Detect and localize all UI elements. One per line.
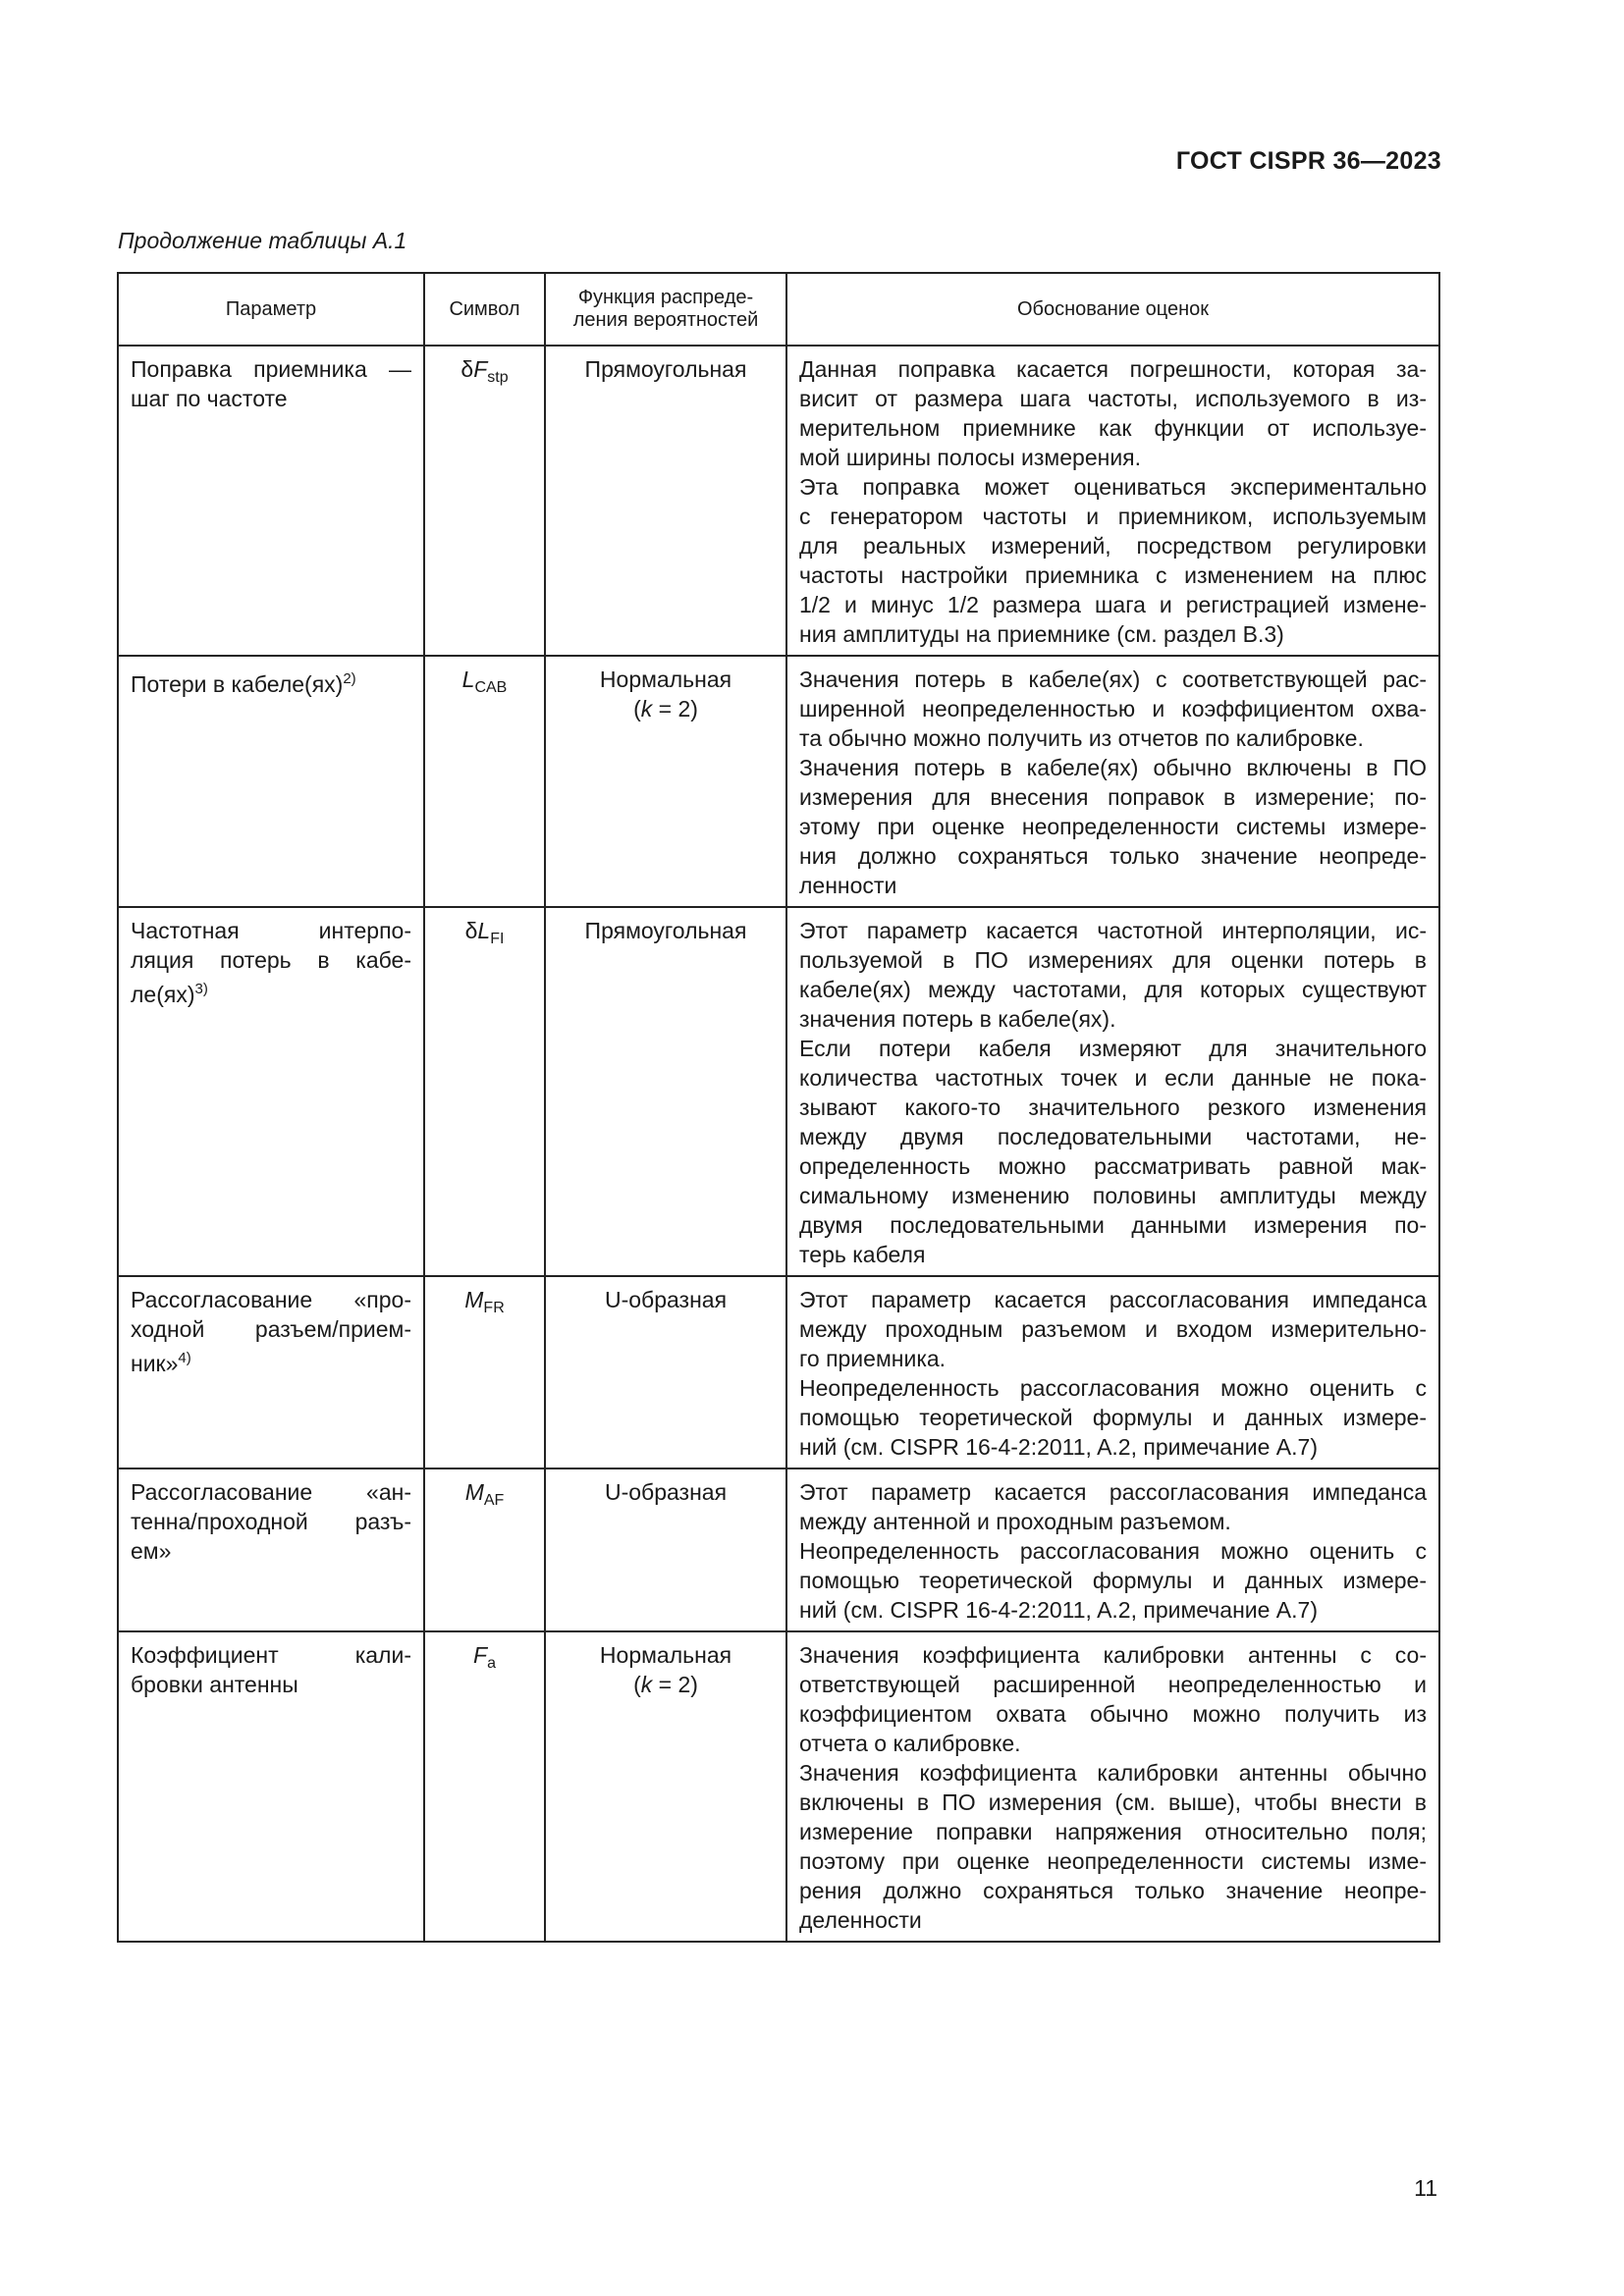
justification-line: помощью теоретической формулы и данных измере- [799, 1568, 1427, 1593]
coverage-factor-symbol: k [640, 696, 653, 721]
table-row [118, 1276, 1439, 1468]
justification-line: двумя последовательными данными измерения по- [799, 1212, 1427, 1238]
col-header-parameter: Параметр [118, 273, 424, 346]
parameter-line [131, 1477, 411, 1507]
symbol-subscript: a [487, 1655, 496, 1672]
table-row [118, 656, 1439, 907]
justification-line: ленности [799, 873, 897, 898]
parameter-line [131, 1285, 411, 1314]
justification-line: деленности [799, 1907, 922, 1933]
table-caption: Продолжение таблицы А.1 [118, 228, 407, 253]
parameter-line [131, 1536, 411, 1566]
parameter-line [131, 354, 411, 384]
justification-line: ширенной неопределенностью и коэффициентом охва- [799, 696, 1427, 721]
justification-line: значения потерь в кабеле(ях). [799, 1006, 1116, 1032]
parameter-cell [118, 1631, 424, 1942]
parameter-text: Частотная интерпо- [131, 918, 411, 943]
distribution-text: Прямоугольная [584, 356, 747, 382]
symbol-cell [424, 1631, 545, 1942]
justification-line: между антенной и проходным разъемом. [799, 1509, 1231, 1534]
justification-line: ния должно сохраняться только значение неопреде- [799, 843, 1427, 869]
parameter-text: ходной разъем/прием- [131, 1316, 411, 1342]
distribution-text: (k = 2) [633, 1672, 698, 1697]
parameter-line [131, 1670, 411, 1699]
justification-line: Неопределенность рассогласования можно оценить с [799, 1375, 1427, 1401]
symbol [461, 667, 508, 696]
parameter-line [131, 665, 411, 699]
justification-line: коэффициентом охвата обычно можно получить из [799, 1701, 1427, 1727]
justification-line: Значения потерь в кабеле(ях) с соответствующей рас- [799, 667, 1427, 692]
parameter-text: ляция потерь в кабе- [131, 947, 411, 973]
justification-line: измерение поправки напряжения относительно поля; [799, 1819, 1427, 1844]
justification-line: помощью теоретической формулы и данных измере- [799, 1405, 1427, 1430]
distribution-cell [545, 1276, 786, 1468]
justification-line: мерительном приемнике как функции от используе- [799, 415, 1427, 441]
distribution-cell [545, 907, 786, 1276]
parameter-text: Рассогласование «ан- [131, 1479, 411, 1505]
parameter-cell [118, 907, 424, 1276]
justification-line: между проходным разъемом и входом измерительно- [799, 1316, 1427, 1342]
symbol-main: M [464, 1479, 484, 1505]
justification-line: ний (см. CISPR 16-4-2:2011, A.2, примечание А.7) [799, 1434, 1318, 1460]
distribution-text: (k = 2) [633, 696, 698, 721]
col-header-justification: Обоснование оценок [786, 273, 1439, 346]
justification-line: между двумя последовательными частотами, не- [799, 1124, 1427, 1149]
symbol-subscript: FR [483, 1300, 505, 1316]
justification-line: мой ширины полосы измерения. [799, 445, 1142, 470]
table-row [118, 907, 1439, 1276]
justification-line: Этот параметр касается частотной интерполяции, ис- [799, 918, 1427, 943]
distribution-cell [545, 1631, 786, 1942]
justification-cell [786, 656, 1439, 907]
symbol-cell [424, 907, 545, 1276]
justification-cell [786, 1631, 1439, 1942]
justification-line: Эта поправка может оцениваться экспериментально [799, 474, 1427, 500]
distribution-cell [545, 1468, 786, 1631]
parameter-line [131, 1640, 411, 1670]
parameter-text: Коэффициент кали- [131, 1642, 411, 1668]
parameter-cell [118, 346, 424, 656]
distribution-text: Прямоугольная [584, 918, 747, 943]
parameter-line [131, 384, 411, 413]
justification-line: кабеле(ях) между частотами, для которых существуют [799, 977, 1427, 1002]
symbol-delta: δ [460, 356, 474, 382]
parameter-text: Поправка приемника — [131, 356, 411, 382]
symbol-delta: δ [464, 918, 478, 943]
symbol-main: F [473, 356, 488, 382]
justification-line: включены в ПО измерения (см. выше), чтобы внести в [799, 1789, 1427, 1815]
justification-line: та обычно можно получить из отчетов по калибровке. [799, 725, 1364, 751]
parameter-text: шаг по частоте [131, 386, 288, 411]
parameter-cell [118, 656, 424, 907]
justification-cell [786, 1276, 1439, 1468]
page-number: 11 [1414, 2175, 1437, 2201]
parameter-line [131, 1344, 411, 1378]
col-header-distribution-text: Функция распреде- ления вероятностей [572, 287, 759, 331]
symbol-main: L [477, 918, 491, 943]
justification-line: ответствующей расширенной неопределенностью и [799, 1672, 1427, 1697]
justification-line: для реальных измерений, посредством регулировки [799, 533, 1427, 559]
parameter-cell [118, 1468, 424, 1631]
symbol [473, 1642, 496, 1672]
justification-line: ний (см. CISPR 16-4-2:2011, A.2, примечание А.7) [799, 1597, 1318, 1623]
symbol [464, 1287, 505, 1316]
symbol-cell [424, 656, 545, 907]
justification-line: Неопределенность рассогласования можно оценить с [799, 1538, 1427, 1564]
symbol-cell [424, 346, 545, 656]
parameter-text: Рассогласование «про- [131, 1287, 411, 1312]
table-row [118, 1631, 1439, 1942]
justification-cell [786, 907, 1439, 1276]
justification-line: определенность можно рассматривать равной мак- [799, 1153, 1427, 1179]
justification-line: Данная поправка касается погрешности, которая за- [799, 356, 1427, 382]
justification-line: частоты настройки приемника с изменением на плюс [799, 562, 1427, 588]
col-header-symbol: Символ [424, 273, 545, 346]
justification-line: висит от размера шага частоты, используемого в из- [799, 386, 1427, 411]
footnote-ref: 3) [194, 981, 208, 997]
distribution-text: U-образная [604, 1287, 728, 1312]
parameter-text: ле(ях) [131, 982, 195, 1007]
justification-line: пользуемой в ПО измерениях для оценки потерь в [799, 947, 1427, 973]
col-header-distribution [545, 273, 786, 346]
distribution-cell [545, 656, 786, 907]
justification-line: с генератором частоты и приемником, используемым [799, 504, 1427, 529]
parameter-text: Потери в кабеле(ях) [131, 671, 344, 697]
justification-line: поэтому при оценке неопределенности системы изме- [799, 1848, 1427, 1874]
symbol-subscript: AF [483, 1492, 505, 1509]
distribution-text: Нормальная [599, 1642, 732, 1668]
symbol-subscript: stp [487, 369, 509, 386]
justification-line: количества частотных точек и если данные не пока- [799, 1065, 1427, 1091]
justification-line: рения должно сохраняться только значение неопре- [799, 1878, 1427, 1903]
parameter-text: тенна/проходной разъ- [131, 1509, 411, 1534]
justification-line: отчета о калибровке. [799, 1731, 1021, 1756]
footnote-ref: 2) [343, 670, 356, 687]
standard-header: ГОСТ CISPR 36—2023 [1175, 147, 1441, 175]
symbol-cell [424, 1276, 545, 1468]
justification-line: го приемника. [799, 1346, 947, 1371]
symbol-subscript: CAB [474, 679, 508, 696]
symbol-main: M [464, 1287, 484, 1312]
justification-line: этому при оценке неопределенности системы измере- [799, 814, 1427, 839]
coverage-factor-symbol: k [640, 1672, 653, 1697]
uncertainty-table [117, 272, 1440, 1943]
justification-line: Значения коэффициента калибровки антенны обычно [799, 1760, 1427, 1786]
justification-line: ния амплитуды на приемнике (см. раздел В.3) [799, 621, 1284, 647]
symbol [464, 918, 505, 947]
parameter-text: бровки антенны [131, 1672, 298, 1697]
justification-line: Этот параметр касается рассогласования импеданса [799, 1479, 1427, 1505]
justification-line: Этот параметр касается рассогласования импеданса [799, 1287, 1427, 1312]
justification-line: Значения потерь в кабеле(ях) обычно включены в ПО [799, 755, 1427, 780]
distribution-cell [545, 346, 786, 656]
parameter-line [131, 975, 411, 1009]
symbol [464, 1479, 505, 1509]
justification-line: Если потери кабеля измеряют для значительного [799, 1036, 1427, 1061]
distribution-text: U-образная [604, 1479, 728, 1505]
justification-cell [786, 1468, 1439, 1631]
table-header-row [118, 273, 1439, 346]
parameter-text: ник» [131, 1351, 179, 1376]
justification-line: симальному изменению половины амплитуды между [799, 1183, 1427, 1208]
distribution-text: Нормальная [599, 667, 732, 692]
parameter-line [131, 916, 411, 945]
justification-line: зывают какого-то значительного резкого изменения [799, 1095, 1427, 1120]
symbol-cell [424, 1468, 545, 1631]
symbol-subscript: FI [490, 931, 505, 947]
justification-line: терь кабеля [799, 1242, 926, 1267]
parameter-line [131, 1314, 411, 1344]
parameter-line [131, 1507, 411, 1536]
symbol-main: L [461, 667, 475, 692]
parameter-line [131, 945, 411, 975]
parameter-cell [118, 1276, 424, 1468]
justification-line: измерения для внесения поправок в измерение; по- [799, 784, 1427, 810]
symbol [460, 356, 509, 386]
symbol-main: F [473, 1642, 488, 1668]
justification-cell [786, 346, 1439, 656]
parameter-text: ем» [131, 1538, 172, 1564]
justification-line: 1/2 и минус 1/2 размера шага и регистрацией измене- [799, 592, 1427, 617]
justification-line: Значения коэффициента калибровки антенны с со- [799, 1642, 1427, 1668]
table-row [118, 346, 1439, 656]
table-row [118, 1468, 1439, 1631]
footnote-ref: 4) [178, 1350, 191, 1366]
